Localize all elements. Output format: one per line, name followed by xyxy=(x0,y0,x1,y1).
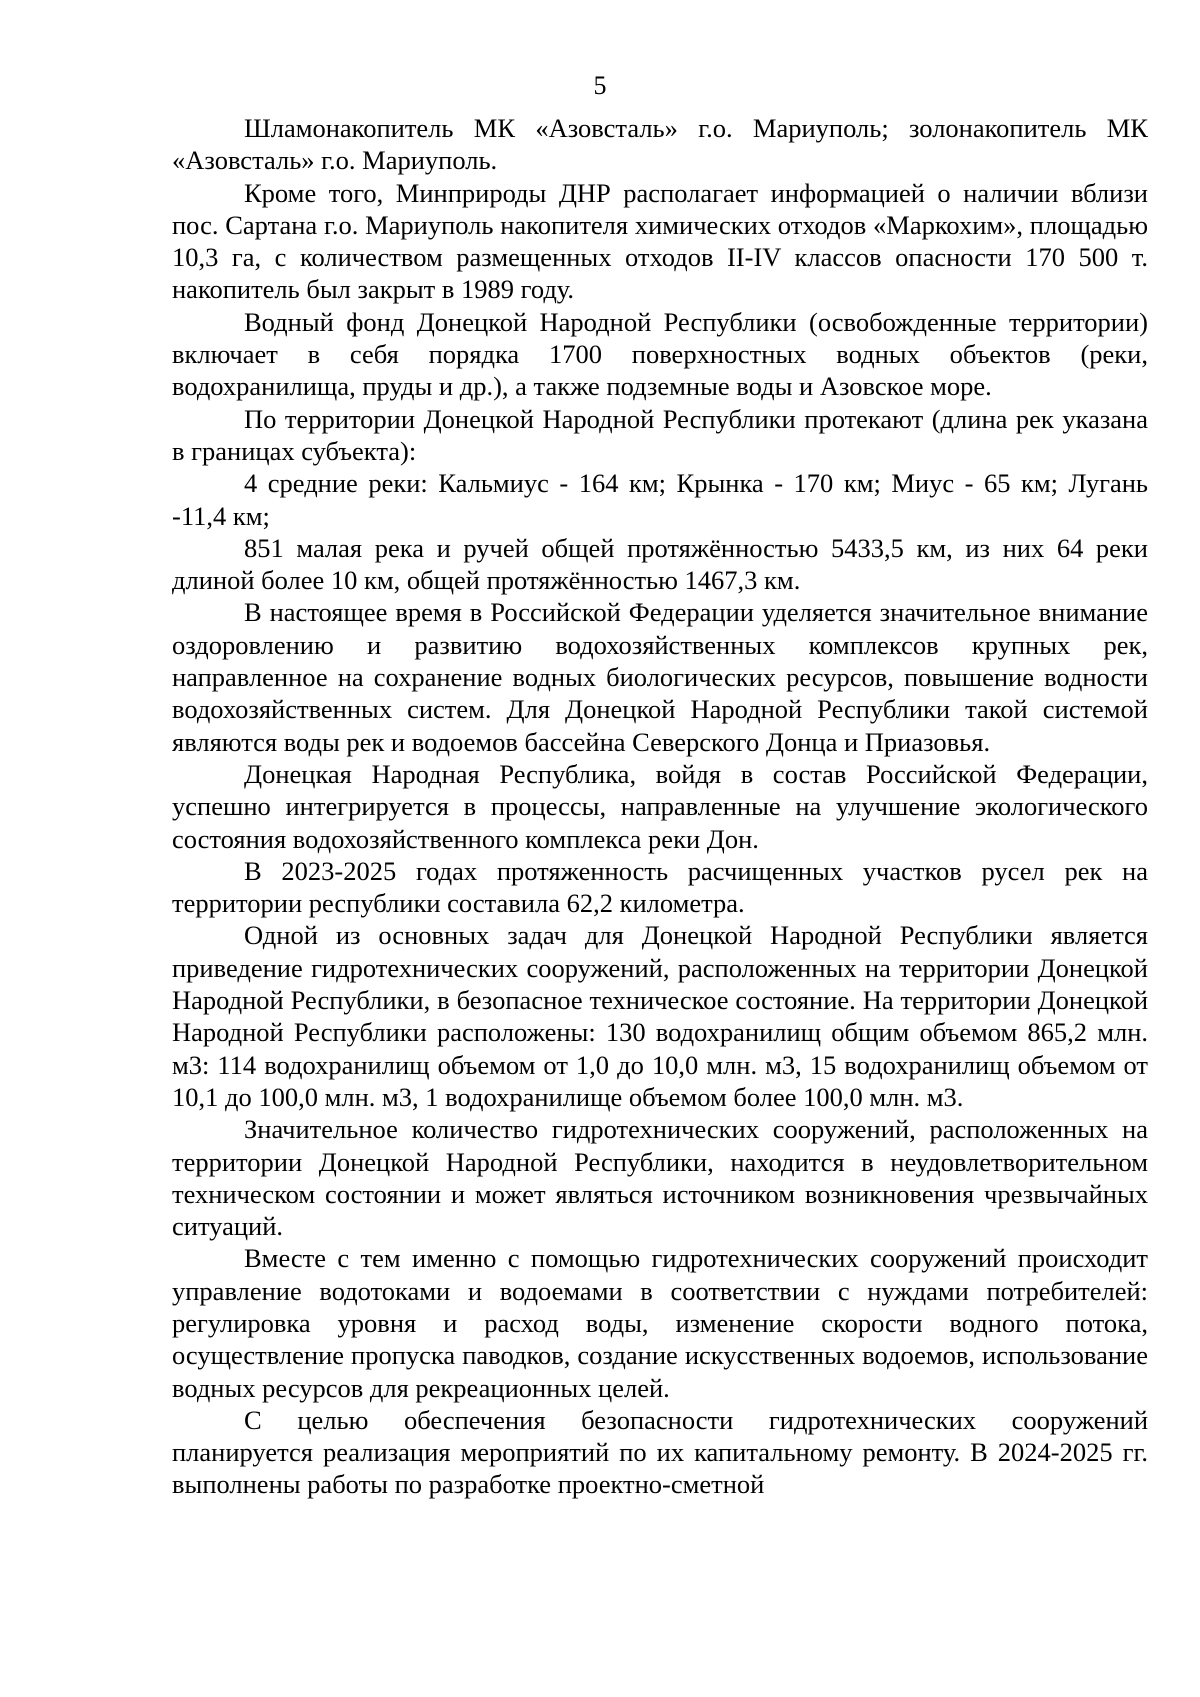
page-number: 5 xyxy=(593,71,607,100)
paragraph-medium-rivers: 4 средние реки: Кальмиус - 164 км; Крынка - 170 км; Миус - 65 км; Лугань -11,4 км; xyxy=(172,468,1148,531)
paragraph-reservoirs: Одной из основных задач для Донецкой Народной Республики является приведение гидротехнических сооружений, расположенных на территории Донецкой Народной Республики, в безопасное техническое состояние. На территории Донецкой Народной Республики расположены: 130 водохранилищ общим объемом 865,2 млн. м3: 114 водохранилищ объемом от 1,0 до 10,0 млн. м3, 15 водохранилищ объемом от 10,1 до 100,0 млн. м3, 1 водохранилище объемом более 100,0 млн. м3. xyxy=(172,920,1148,1112)
paragraph-cleared-riverbeds: В 2023-2025 годах протяженность расчищенных участков русел рек на территории республики составила 62,2 километра. xyxy=(172,855,1148,919)
paragraph-small-rivers: 851 малая река и ручей общей протяжённостью 5433,5 км, из них 64 реки длиной более 10 км, общей протяжённостью 1467,3 км. xyxy=(172,532,1148,596)
paragraph-water-fund: Водный фонд Донецкой Народной Республики (освобожденные территории) включает в себя порядка 1700 поверхностных водных объектов (реки, водохранилища, пруды и др.), а также подземные воды и Азовское море. xyxy=(172,306,1148,402)
paragraph-federal-attention: В настоящее время в Российской Федерации уделяется значительное внимание оздоровлению и развитию водохозяйственных комплексов крупных рек, направленное на сохранение водных биологических ресурсов, повышение водности водохозяйственных систем. Для Донецкой Народной Республики такой системой являются воды рек и водоемов бассейна Северского Донца и Приазовья. xyxy=(172,597,1148,757)
paragraph-rivers-intro: По территории Донецкой Народной Республики протекают (длина рек указана в границах субъекта): xyxy=(172,403,1148,466)
paragraph-don-integration: Донецкая Народная Республика, войдя в состав Российской Федерации, успешно интегрируется в процессы, направленные на улучшение экологического состояния водохозяйственного комплекса реки Дон. xyxy=(172,758,1148,854)
paragraph-sludge-storage: Шламонакопитель МК «Азовсталь» г.о. Мариуполь; золонакопитель МК «Азовсталь» г.о. Мариуполь. xyxy=(172,113,1148,176)
paragraph-unsatisfactory-condition: Значительное количество гидротехнических сооружений, расположенных на территории Донецкой Народной Республики, находится в неудовлетворительном техническом состоянии и может являться источником возникновения чрезвычайных ситуаций. xyxy=(172,1114,1148,1242)
paragraph-chemical-waste: Кроме того, Минприроды ДНР располагает информацией о наличии вблизи пос. Сартана г.о. Мариуполь накопителя химических отходов «Маркохим», площадью 10,3 га, с количеством размещенных отходов II-IV классов опасности 170 500 т. накопитель был закрыт в 1989 году. xyxy=(172,177,1148,305)
paragraph-capital-repair: С целью обеспечения безопасности гидротехнических сооружений планируется реализация мероприятий по их капитальному ремонту. В 2024-2025 гг. выполнены работы по разработке проектно-сметной xyxy=(172,1404,1148,1500)
paragraph-water-management: Вместе с тем именно с помощью гидротехнических сооружений происходит управление водотоками и водоемами в соответствии с нуждами потребителей: регулировка уровня и расход воды, изменение скорости водного потока, осуществление пропуска паводков, создание искусственных водоемов, использование водных ресурсов для рекреационных целей. xyxy=(172,1243,1148,1403)
document-body xyxy=(172,112,1148,1501)
